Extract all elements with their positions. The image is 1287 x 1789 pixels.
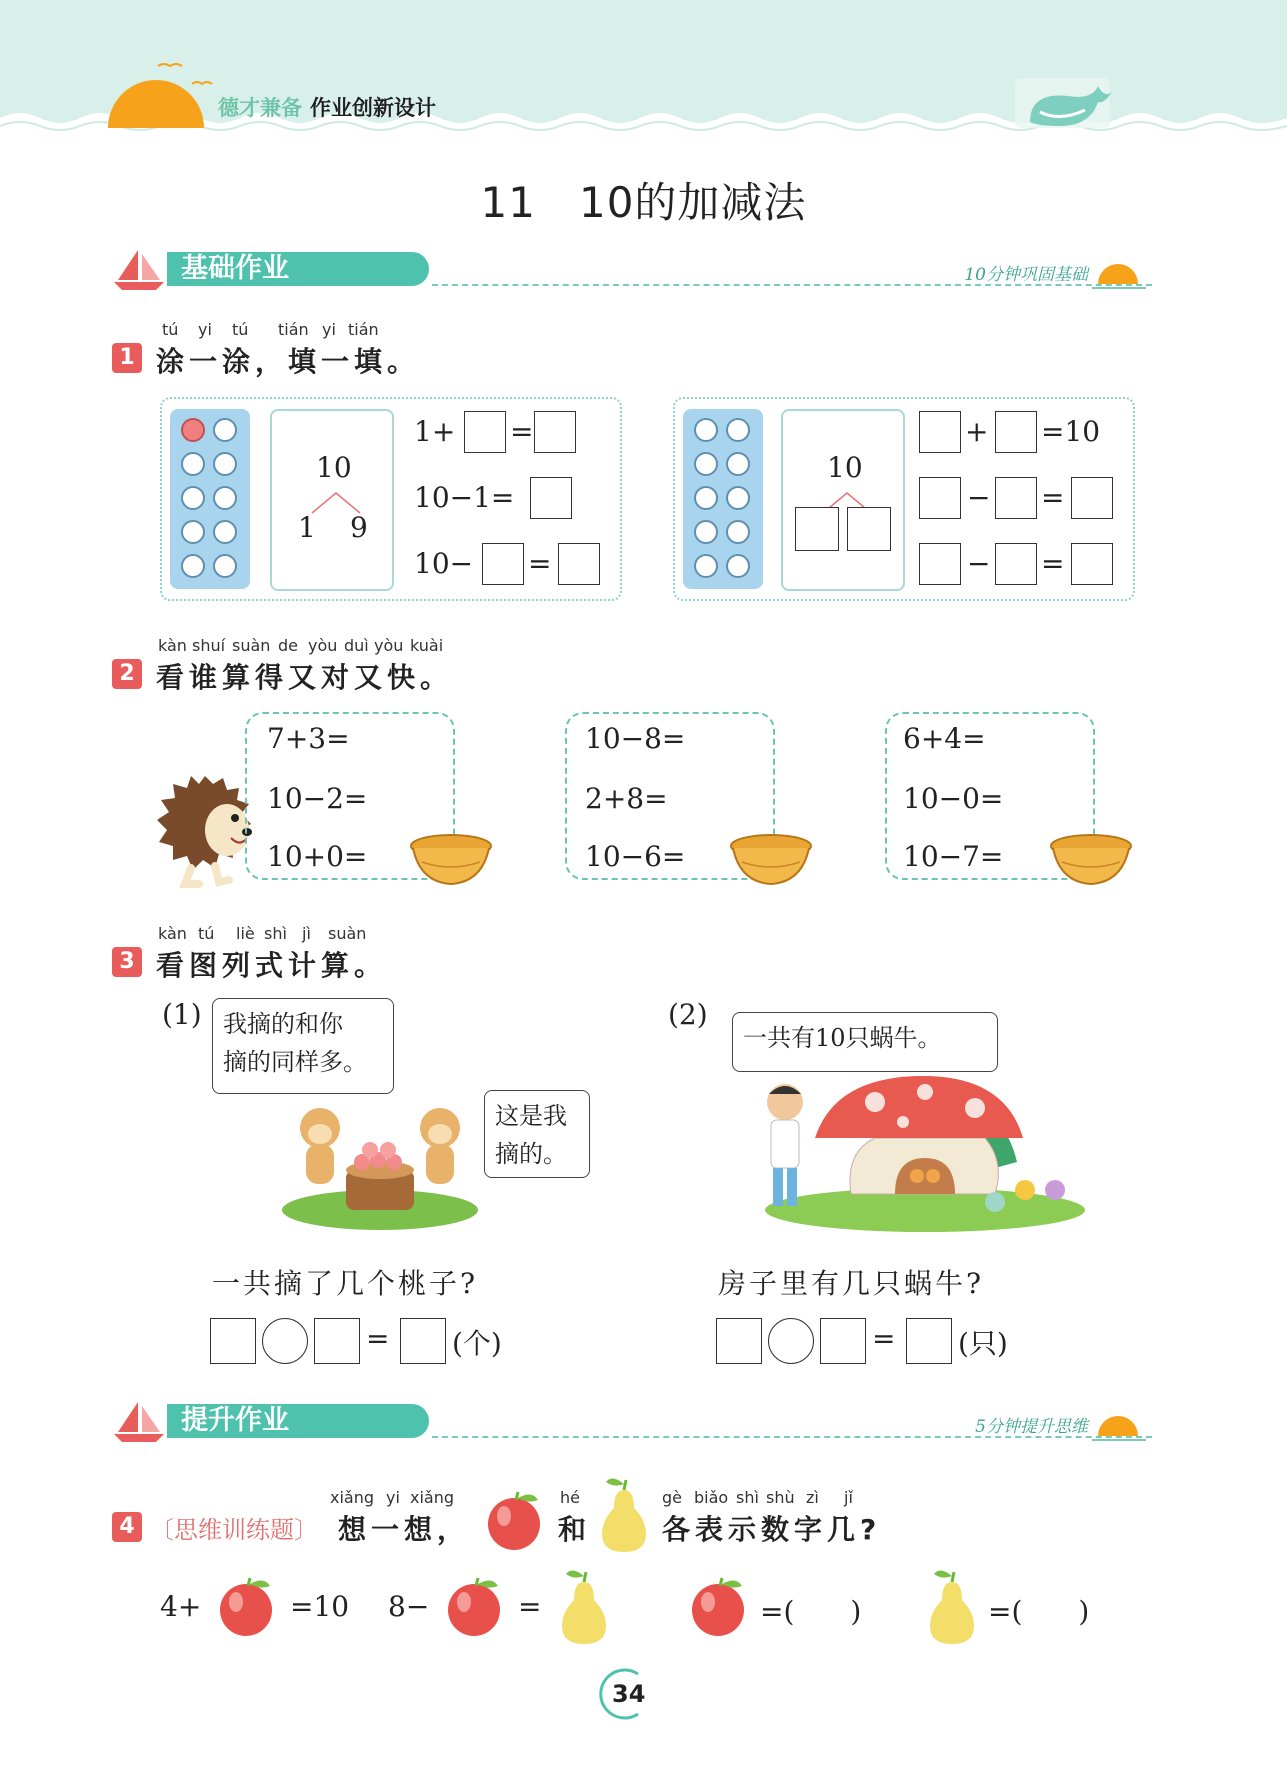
counter[interactable] — [726, 486, 750, 510]
brand-text — [218, 92, 436, 122]
unit-label: (只) — [958, 1327, 1008, 1360]
counter[interactable] — [213, 520, 237, 544]
counter[interactable] — [181, 520, 205, 544]
counter[interactable] — [694, 486, 718, 510]
q1-panel-right: 10 + =10 − = − = — [673, 397, 1135, 601]
sailboat-icon — [112, 248, 172, 292]
operator-circle[interactable] — [768, 1318, 814, 1364]
pinyin-he: hé — [560, 1488, 580, 1507]
answer-box[interactable] — [919, 477, 961, 519]
question-text: 涂一涂，填一填。 — [156, 345, 421, 378]
answer-box[interactable] — [906, 1318, 952, 1364]
speech-bubble: 一共有10只蜗牛。 — [732, 1012, 998, 1072]
answer-blank[interactable]: =( ) — [988, 1595, 1090, 1628]
answer-box[interactable] — [919, 543, 961, 585]
counter[interactable] — [694, 554, 718, 578]
question-number: 3 — [112, 947, 142, 977]
number-bond: 10 — [781, 409, 905, 591]
answer-blank[interactable]: =( ) — [760, 1595, 862, 1628]
basket-icon — [728, 832, 814, 888]
sun-icon — [1090, 1408, 1150, 1444]
answer-box[interactable] — [400, 1318, 446, 1364]
counter[interactable] — [213, 452, 237, 476]
answer-box[interactable] — [795, 507, 839, 551]
counter[interactable] — [181, 554, 205, 578]
section-subtitle: 5分钟提升思维 — [975, 1417, 1088, 1437]
counter-red[interactable] — [181, 418, 205, 442]
answer-box[interactable] — [995, 477, 1037, 519]
answer-box[interactable] — [820, 1318, 866, 1364]
question-number: 4 — [112, 1512, 142, 1542]
answer-box[interactable] — [210, 1318, 256, 1364]
operator-circle[interactable] — [262, 1318, 308, 1364]
answer-box[interactable] — [1071, 477, 1113, 519]
q3-p1-question: 一共摘了几个桃子? — [212, 1267, 479, 1300]
brand-green: 德才兼备 — [218, 96, 302, 120]
question-number: 1 — [112, 343, 142, 373]
answer-box[interactable] — [530, 477, 572, 519]
answer-box[interactable] — [995, 543, 1037, 585]
basket-icon — [1048, 832, 1134, 888]
speech-bubble: 这是我 摘的。 — [484, 1090, 590, 1178]
counter[interactable] — [181, 486, 205, 510]
mushroom-snails-illustration — [755, 1072, 1085, 1232]
basket-icon — [408, 832, 494, 888]
number-bond: 10 1 9 — [270, 409, 394, 591]
counter[interactable] — [181, 452, 205, 476]
speech-bubble: 我摘的和你 摘的同样多。 — [212, 998, 394, 1094]
counter[interactable] — [694, 418, 718, 442]
pear-icon — [924, 1566, 980, 1648]
apple-icon — [484, 1488, 548, 1552]
whale-icon — [1015, 78, 1112, 128]
question-text: 看图列式计算。 — [156, 949, 388, 982]
sailboat-icon — [112, 1400, 172, 1444]
counter[interactable] — [213, 418, 237, 442]
question-text: 想一想， — [338, 1513, 471, 1546]
answer-box[interactable] — [919, 411, 961, 453]
counter[interactable] — [726, 520, 750, 544]
counter[interactable] — [726, 452, 750, 476]
question-text-he: 和 — [558, 1513, 592, 1546]
answer-box[interactable] — [464, 411, 506, 453]
counter[interactable] — [694, 452, 718, 476]
pear-icon — [556, 1566, 612, 1648]
q1-panel-left: 10 1 9 1+ = 10−1= 10− = — [160, 397, 622, 601]
section-label: 提升作业 — [167, 1404, 429, 1438]
part-label: (1) — [162, 998, 202, 1031]
answer-box[interactable] — [558, 543, 600, 585]
counter[interactable] — [213, 554, 237, 578]
q3-p2-question: 房子里有几只蜗牛? — [718, 1267, 985, 1300]
ten-frame — [170, 409, 250, 589]
apple-icon — [686, 1572, 752, 1638]
page-number: 34 — [612, 1680, 646, 1708]
answer-box[interactable] — [847, 507, 891, 551]
counter[interactable] — [694, 520, 718, 544]
counter[interactable] — [726, 554, 750, 578]
header-decoration — [0, 0, 1287, 135]
calc-card: 6+4= 10−0= 10−7= — [885, 712, 1095, 880]
answer-box[interactable] — [314, 1318, 360, 1364]
counter[interactable] — [726, 418, 750, 442]
answer-box[interactable] — [482, 543, 524, 585]
section-subtitle: 10分钟巩固基础 — [964, 265, 1088, 285]
question-text: 看谁算得又对又快。 — [156, 661, 454, 694]
sun-icon — [108, 64, 212, 128]
question-text-2: 各表示数字几? — [662, 1513, 882, 1546]
section-advanced — [112, 1400, 1150, 1444]
apple-icon — [214, 1572, 280, 1638]
hedgehog-illustration — [155, 770, 255, 890]
answer-box[interactable] — [995, 411, 1037, 453]
counter[interactable] — [213, 486, 237, 510]
calc-card: 7+3= 10−2= 10+0= — [245, 712, 455, 880]
sun-icon — [1090, 256, 1150, 292]
calc-card: 10−8= 2+8= 10−6= — [565, 712, 775, 880]
section-label: 基础作业 — [167, 252, 429, 286]
pear-icon — [596, 1474, 652, 1556]
answer-box[interactable] — [716, 1318, 762, 1364]
monkeys-peaches-illustration — [280, 1098, 480, 1230]
apple-icon — [442, 1572, 508, 1638]
section-basic — [112, 248, 1150, 292]
ten-frame — [683, 409, 763, 589]
part-label: (2) — [668, 998, 708, 1031]
answer-box[interactable] — [1071, 543, 1113, 585]
page-title: 11 10的加减法 — [480, 178, 807, 227]
thinking-tag: 〔思维训练题〕 — [150, 1516, 318, 1544]
brand-dark: 作业创新设计 — [310, 96, 436, 120]
page-header — [0, 0, 1287, 135]
unit-label: (个) — [452, 1327, 502, 1360]
question-number: 2 — [112, 659, 142, 689]
answer-box[interactable] — [534, 411, 576, 453]
